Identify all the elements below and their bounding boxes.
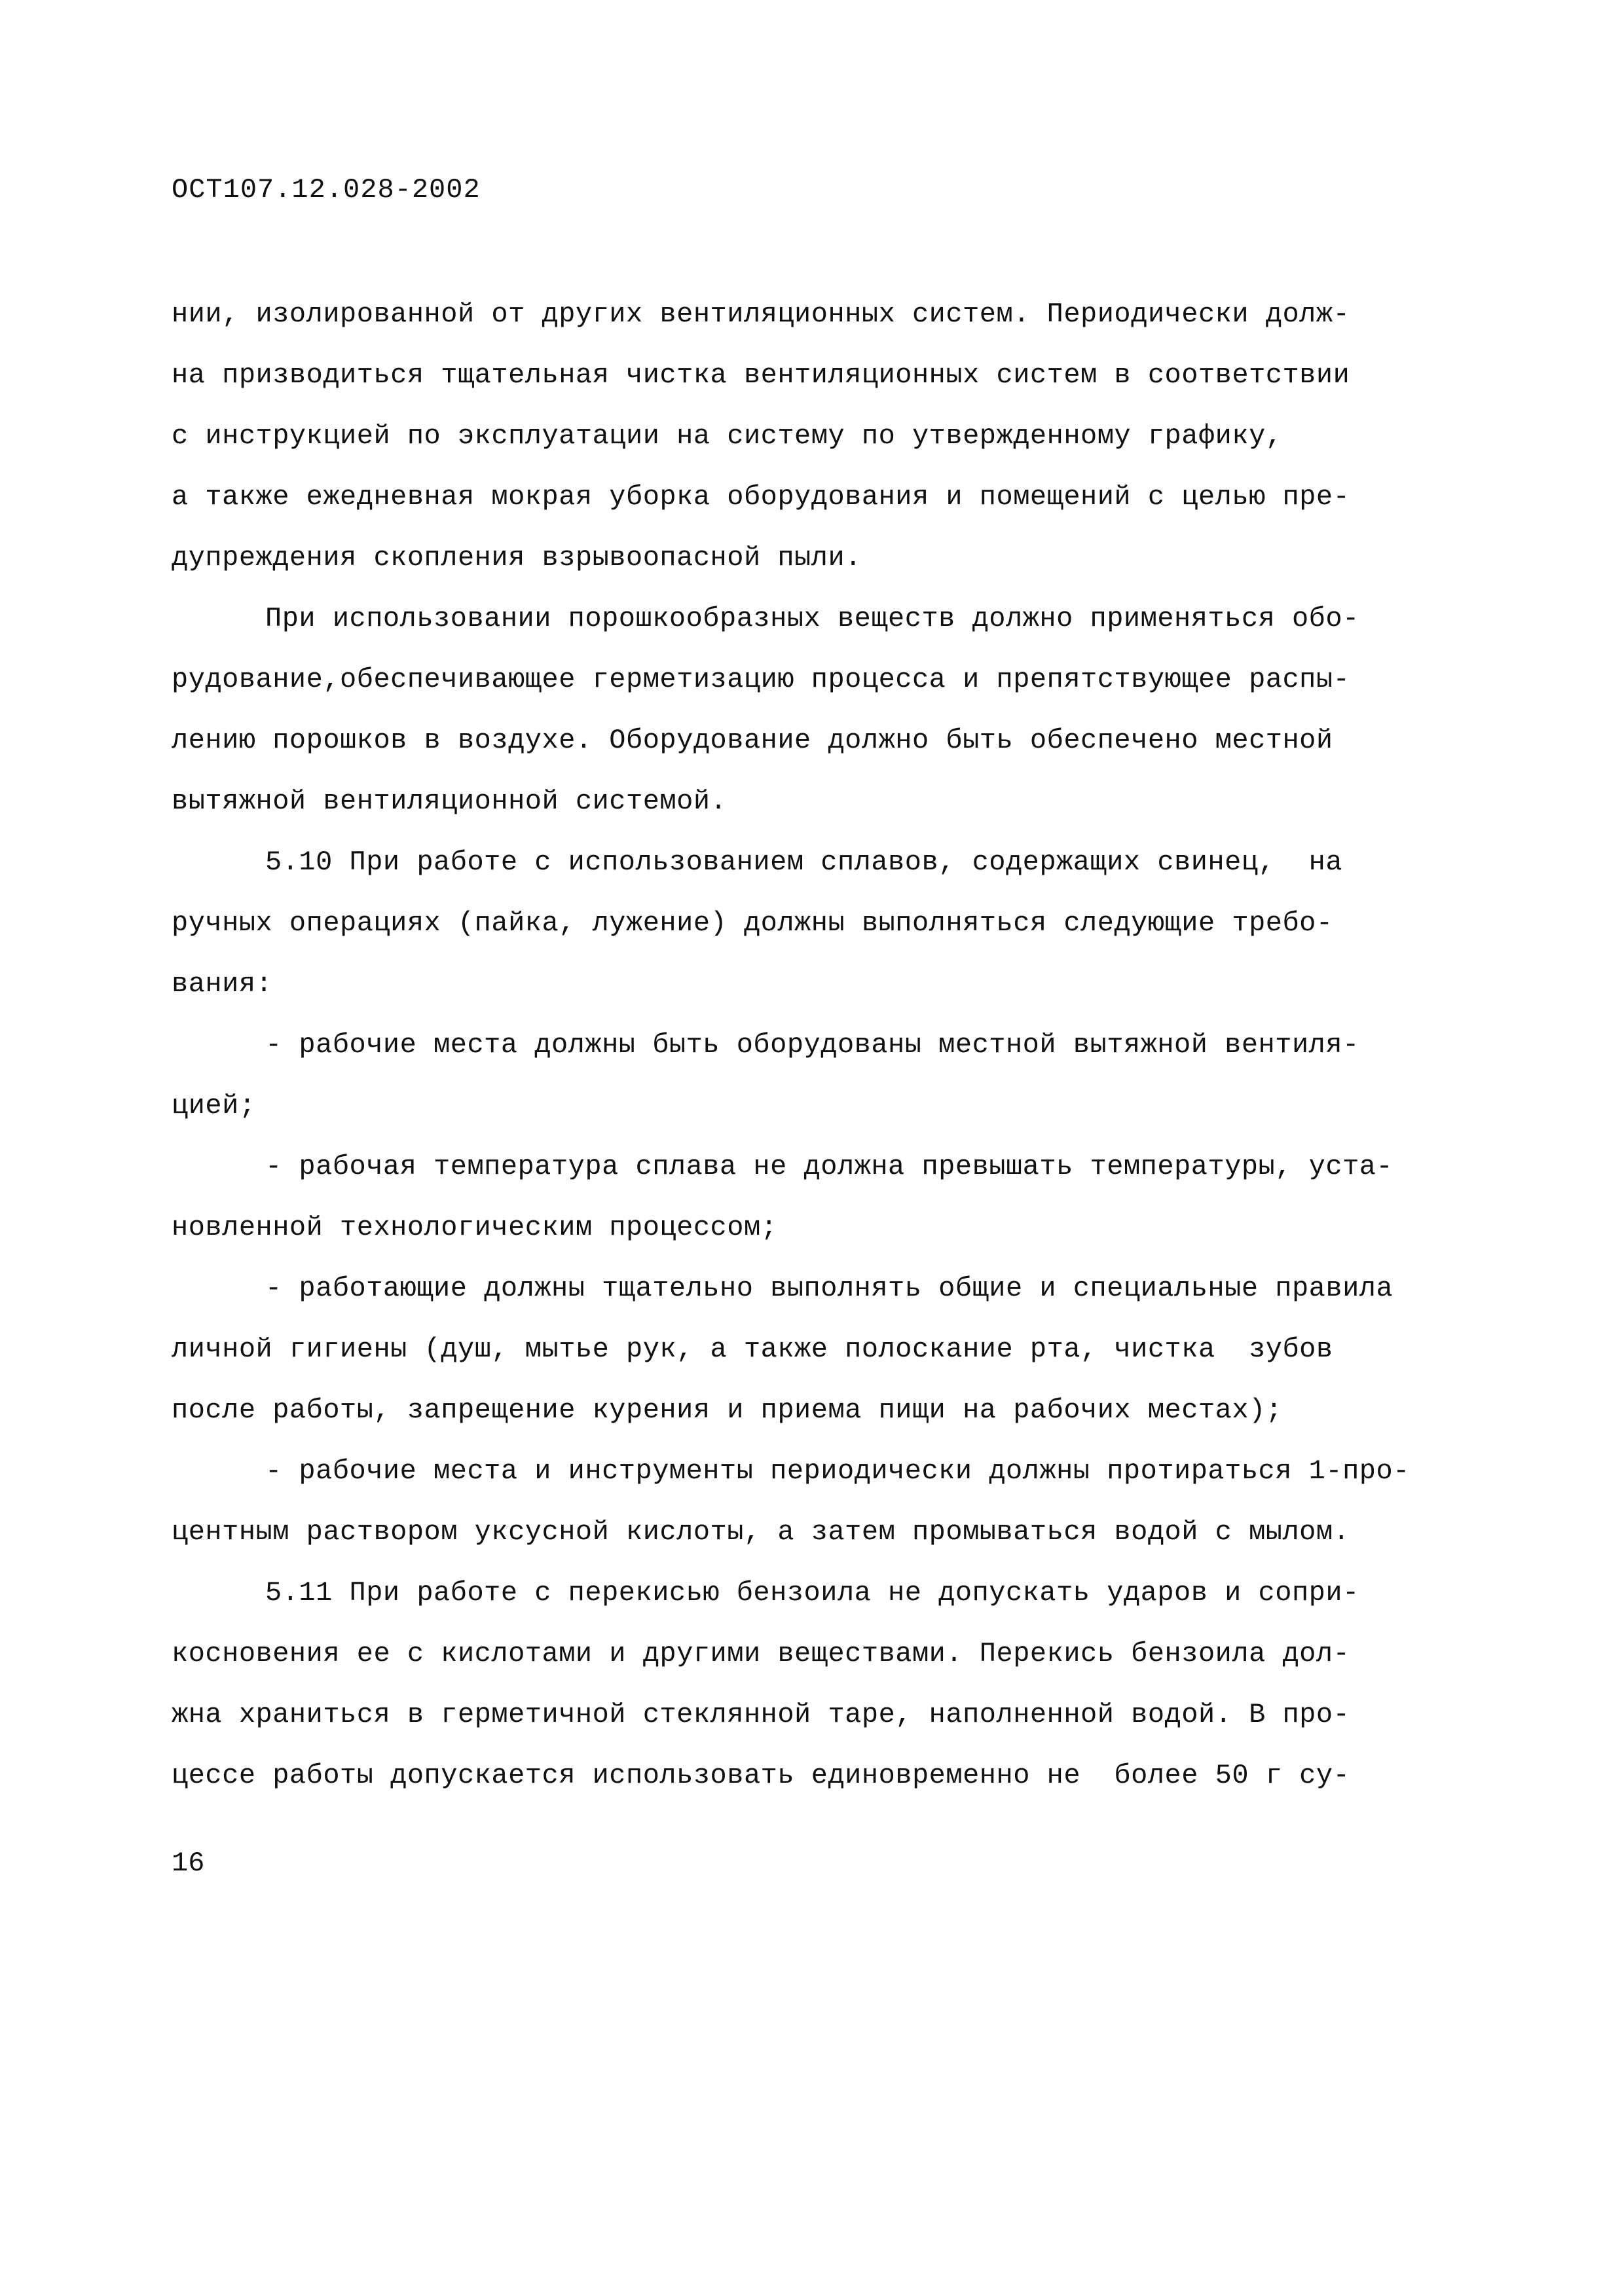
section-5-11-first-line: 5.11 При работе с перекисью бензоила не допускать ударов и сопри- [265, 1577, 1359, 1609]
body-line: а также ежедневная мокрая уборка оборудования и помещений с целью пре- [172, 481, 1350, 513]
body-line: лению порошков в воздухе. Оборудование должно быть обеспечено местной [172, 725, 1333, 756]
list-item-continuation: центным раствором уксусной кислоты, а затем промываться водой с мылом. [172, 1516, 1350, 1548]
body-line: дупреждения скопления взрывоопасной пыли. [172, 542, 862, 574]
list-item-continuation: после работы, запрещение курения и приема пищи на рабочих местах); [172, 1394, 1283, 1426]
list-item-continuation: личной гигиены (душ, мытье рук, а также полоскание рта, чистка зубов [172, 1334, 1333, 1365]
document-code: ОСТ107.12.028-2002 [172, 174, 481, 206]
body-line: ручных операциях (пайка, лужение) должны выполняться следующие требо- [172, 907, 1333, 939]
body-line: на призводиться тщательная чистка вентиляционных систем в соответствии [172, 359, 1350, 391]
body-line: с инструкцией по эксплуатации на систему по утвержденному графику, [172, 420, 1283, 452]
list-item-first-line: - работающие должны тщательно выполнять общие и специальные правила [265, 1273, 1393, 1304]
list-item-first-line: - рабочая температура сплава не должна превышать температуры, уста- [265, 1151, 1393, 1182]
body-line: нии, изолированной от других вентиляционных систем. Периодически долж- [172, 299, 1350, 330]
body-line: вания: [172, 968, 273, 1000]
section-5-10-first-line: 5.10 При работе с использованием сплавов, содержащих свинец, на [265, 847, 1343, 878]
body-line: цессе работы допускается использовать единовременно не более 50 г су- [172, 1760, 1350, 1791]
list-item-continuation: цией; [172, 1090, 256, 1121]
list-item-first-line: - рабочие места должны быть оборудованы местной вытяжной вентиля- [265, 1029, 1359, 1061]
body-line: жна храниться в герметичной стеклянной таре, наполненной водой. В про- [172, 1699, 1350, 1730]
list-item-first-line: - рабочие места и инструменты периодически должны протираться 1-про- [265, 1455, 1410, 1487]
page-number: 16 [172, 1848, 205, 1879]
body-line: косновения ее с кислотами и другими веществами. Перекись бензоила дол- [172, 1638, 1350, 1669]
body-line: рудование,обеспечивающее герметизацию процесса и препятствующее распы- [172, 664, 1350, 695]
list-item-continuation: новленной технологическим процессом; [172, 1212, 778, 1243]
body-line: вытяжной вентиляционной системой. [172, 786, 728, 817]
paragraph-first-line: При использовании порошкообразных веществ должно применяться обо- [265, 603, 1359, 634]
